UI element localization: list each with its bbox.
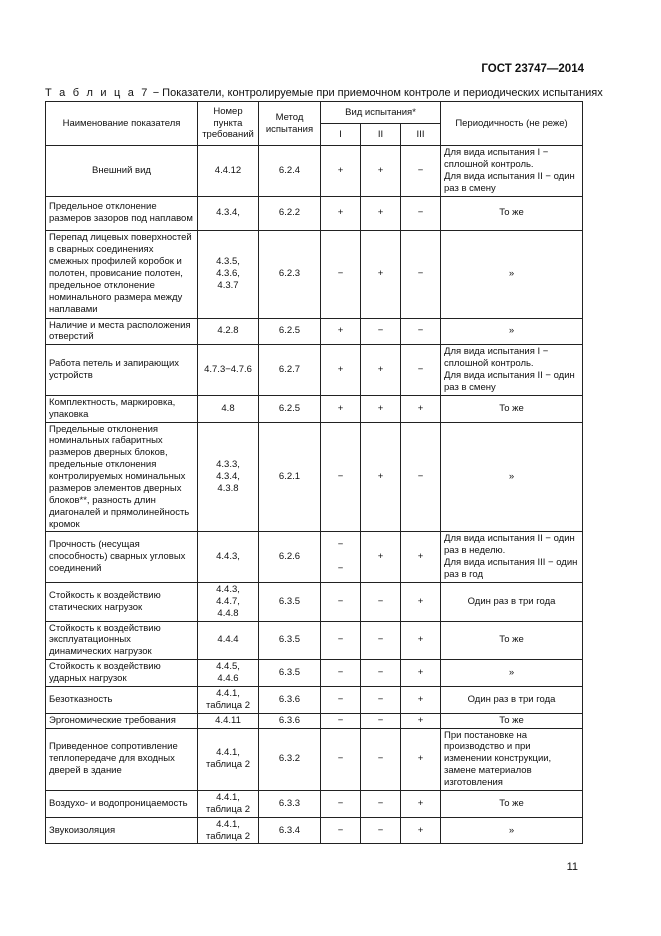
cell-period: Для вида испытания I − сплошной контроль. Для вида испытания II − один раз в смену — [441, 146, 583, 197]
cell-type-2: + — [361, 196, 401, 230]
cell-req: 4.7.3−4.7.6 — [198, 345, 259, 396]
cell-period: » — [441, 817, 583, 844]
cell-method: 6.2.2 — [259, 196, 321, 230]
cell-type-3: − — [401, 230, 441, 318]
cell-method: 6.3.4 — [259, 817, 321, 844]
cell-type-2: − — [361, 582, 401, 621]
table-row — [46, 713, 583, 728]
table-row — [46, 196, 583, 230]
cell-type-1: + — [321, 395, 361, 422]
cell-method: 6.2.3 — [259, 230, 321, 318]
cell-type-2: + — [361, 395, 401, 422]
cell-name: Звукоизоляция — [46, 817, 198, 844]
cell-name: Стойкость к воздействию статических нагрузок — [46, 582, 198, 621]
cell-type-2: − — [361, 660, 401, 687]
table-caption — [45, 87, 620, 99]
cell-period: Для вида испытания II − один раз в неделю. Для вида испытания III − один раз в год — [441, 532, 583, 583]
cell-type-3: + — [401, 728, 441, 790]
cell-method: 6.3.6 — [259, 686, 321, 713]
cell-name: Воздухо- и водопроницаемость — [46, 790, 198, 817]
cell-type-1: + — [321, 345, 361, 396]
table-row — [46, 790, 583, 817]
cell-period: » — [441, 318, 583, 345]
cell-req: 4.4.5, 4.4.6 — [198, 660, 259, 687]
document-id: ГОСТ 23747—2014 — [481, 63, 584, 75]
cell-method: 6.2.5 — [259, 395, 321, 422]
cell-type-3: − — [401, 422, 441, 532]
header-method: Метод испытания — [259, 102, 321, 146]
cell-name: Внешний вид — [46, 146, 198, 197]
cell-period: То же — [441, 395, 583, 422]
cell-req: 4.2.8 — [198, 318, 259, 345]
header-type-3: III — [401, 124, 441, 146]
cell-period: » — [441, 422, 583, 532]
cell-type-2: + — [361, 146, 401, 197]
cell-period: То же — [441, 196, 583, 230]
cell-period: Один раз в три года — [441, 686, 583, 713]
cell-type-2: + — [361, 230, 401, 318]
cell-req: 4.8 — [198, 395, 259, 422]
cell-name: Приведенное сопротивление теплопередаче для входных дверей в здание — [46, 728, 198, 790]
table-row — [46, 146, 583, 197]
header-type-1: I — [321, 124, 361, 146]
cell-type-3: + — [401, 660, 441, 687]
cell-type-2: + — [361, 532, 401, 583]
table-caption-text: − Показатели, контролируемые при приемочном контроле и периодических испытаниях — [149, 87, 603, 99]
cell-name: Эргономические требования — [46, 713, 198, 728]
table-caption-prefix: Т а б л и ц а 7 — [45, 87, 150, 99]
cell-type-2: − — [361, 713, 401, 728]
table-row — [46, 817, 583, 844]
cell-type-2: − — [361, 621, 401, 660]
cell-type-1: − — [321, 621, 361, 660]
cell-type-2: − — [361, 686, 401, 713]
table-row — [46, 532, 583, 583]
cell-type-1: − — [321, 582, 361, 621]
cell-req: 4.3.5, 4.3.6, 4.3.7 — [198, 230, 259, 318]
cell-name: Комплектность, маркировка, упаковка — [46, 395, 198, 422]
cell-type-2: − — [361, 817, 401, 844]
cell-name: Предельное отклонение размеров зазоров под наплавом — [46, 196, 198, 230]
table-row — [46, 395, 583, 422]
cell-req: 4.3.3, 4.3.4, 4.3.8 — [198, 422, 259, 532]
cell-method: 6.2.1 — [259, 422, 321, 532]
cell-req: 4.4.3, — [198, 532, 259, 583]
table-row — [46, 686, 583, 713]
cell-method: 6.3.5 — [259, 660, 321, 687]
cell-req: 4.4.1, таблица 2 — [198, 817, 259, 844]
cell-name: Безотказность — [46, 686, 198, 713]
table-row — [46, 728, 583, 790]
cell-period: То же — [441, 790, 583, 817]
table-row — [46, 422, 583, 532]
cell-type-3: + — [401, 686, 441, 713]
cell-name: Предельные отклонения номинальных габаритных размеров дверных блоков, предельные отклонения контролируемых номинальных размеров элементов дверных блоков**, разность длин диагоналей и прямолинейность кромок — [46, 422, 198, 532]
cell-req: 4.4.3, 4.4.7, 4.4.8 — [198, 582, 259, 621]
cell-type-1: − − — [321, 532, 361, 583]
cell-name: Стойкость к воздействию эксплуатационных динамических нагрузок — [46, 621, 198, 660]
cell-type-1: − — [321, 422, 361, 532]
cell-type-2: − — [361, 318, 401, 345]
cell-type-3: + — [401, 532, 441, 583]
header-name: Наименование показателя — [46, 102, 198, 146]
cell-method: 6.3.2 — [259, 728, 321, 790]
cell-req: 4.3.4, — [198, 196, 259, 230]
cell-req: 4.4.12 — [198, 146, 259, 197]
cell-type-1: − — [321, 728, 361, 790]
cell-method: 6.2.4 — [259, 146, 321, 197]
table-row — [46, 582, 583, 621]
table-row — [46, 660, 583, 687]
cell-method: 6.3.3 — [259, 790, 321, 817]
cell-req: 4.4.11 — [198, 713, 259, 728]
cell-type-1: + — [321, 318, 361, 345]
cell-name: Наличие и места расположения отверстий — [46, 318, 198, 345]
cell-type-3: + — [401, 790, 441, 817]
cell-period: » — [441, 230, 583, 318]
cell-type-3: + — [401, 817, 441, 844]
cell-type-2: − — [361, 790, 401, 817]
cell-type-3: − — [401, 318, 441, 345]
cell-type-1: − — [321, 817, 361, 844]
cell-method: 6.3.5 — [259, 582, 321, 621]
cell-name: Стойкость к воздействию ударных нагрузок — [46, 660, 198, 687]
cell-req: 4.4.1, таблица 2 — [198, 728, 259, 790]
cell-type-1: − — [321, 713, 361, 728]
cell-period: То же — [441, 621, 583, 660]
cell-type-3: + — [401, 713, 441, 728]
cell-method: 6.3.6 — [259, 713, 321, 728]
cell-type-1: + — [321, 146, 361, 197]
indicators-table — [45, 101, 583, 844]
header-type-2: II — [361, 124, 401, 146]
cell-req: 4.4.1, таблица 2 — [198, 686, 259, 713]
table-row — [46, 230, 583, 318]
cell-name: Прочность (несущая способность) сварных угловых соединений — [46, 532, 198, 583]
cell-req: 4.4.1, таблица 2 — [198, 790, 259, 817]
cell-type-2: + — [361, 345, 401, 396]
cell-type-3: + — [401, 395, 441, 422]
cell-method: 6.2.5 — [259, 318, 321, 345]
table-row — [46, 621, 583, 660]
cell-type-1: − — [321, 230, 361, 318]
cell-type-3: − — [401, 345, 441, 396]
cell-name: Работа петель и запирающих устройств — [46, 345, 198, 396]
header-test-type: Вид испытания* — [321, 102, 441, 124]
cell-method: 6.2.7 — [259, 345, 321, 396]
cell-period: Один раз в три года — [441, 582, 583, 621]
cell-type-1: − — [321, 686, 361, 713]
cell-type-3: + — [401, 621, 441, 660]
table-row — [46, 345, 583, 396]
cell-type-1: − — [321, 790, 361, 817]
cell-type-1: − — [321, 660, 361, 687]
cell-type-2: − — [361, 728, 401, 790]
cell-period: То же — [441, 713, 583, 728]
cell-type-3: + — [401, 582, 441, 621]
header-period: Периодичность (не реже) — [441, 102, 583, 146]
cell-period: При постановке на производство и при изменении конструкции, замене материалов изготовления — [441, 728, 583, 790]
cell-type-3: − — [401, 196, 441, 230]
header-req: Номер пункта требований — [198, 102, 259, 146]
cell-type-2: + — [361, 422, 401, 532]
cell-period: Для вида испытания I − сплошной контроль. Для вида испытания II − один раз в смену — [441, 345, 583, 396]
cell-period: » — [441, 660, 583, 687]
cell-method: 6.3.5 — [259, 621, 321, 660]
cell-name: Перепад лицевых поверхностей в сварных соединениях смежных профилей коробок и полотен, провисание полотен, предельное отклонение номинального размера между наплавами — [46, 230, 198, 318]
cell-type-1: + — [321, 196, 361, 230]
cell-method: 6.2.6 — [259, 532, 321, 583]
cell-type-3: − — [401, 146, 441, 197]
table-row — [46, 318, 583, 345]
page-number: 11 — [566, 861, 578, 873]
cell-req: 4.4.4 — [198, 621, 259, 660]
